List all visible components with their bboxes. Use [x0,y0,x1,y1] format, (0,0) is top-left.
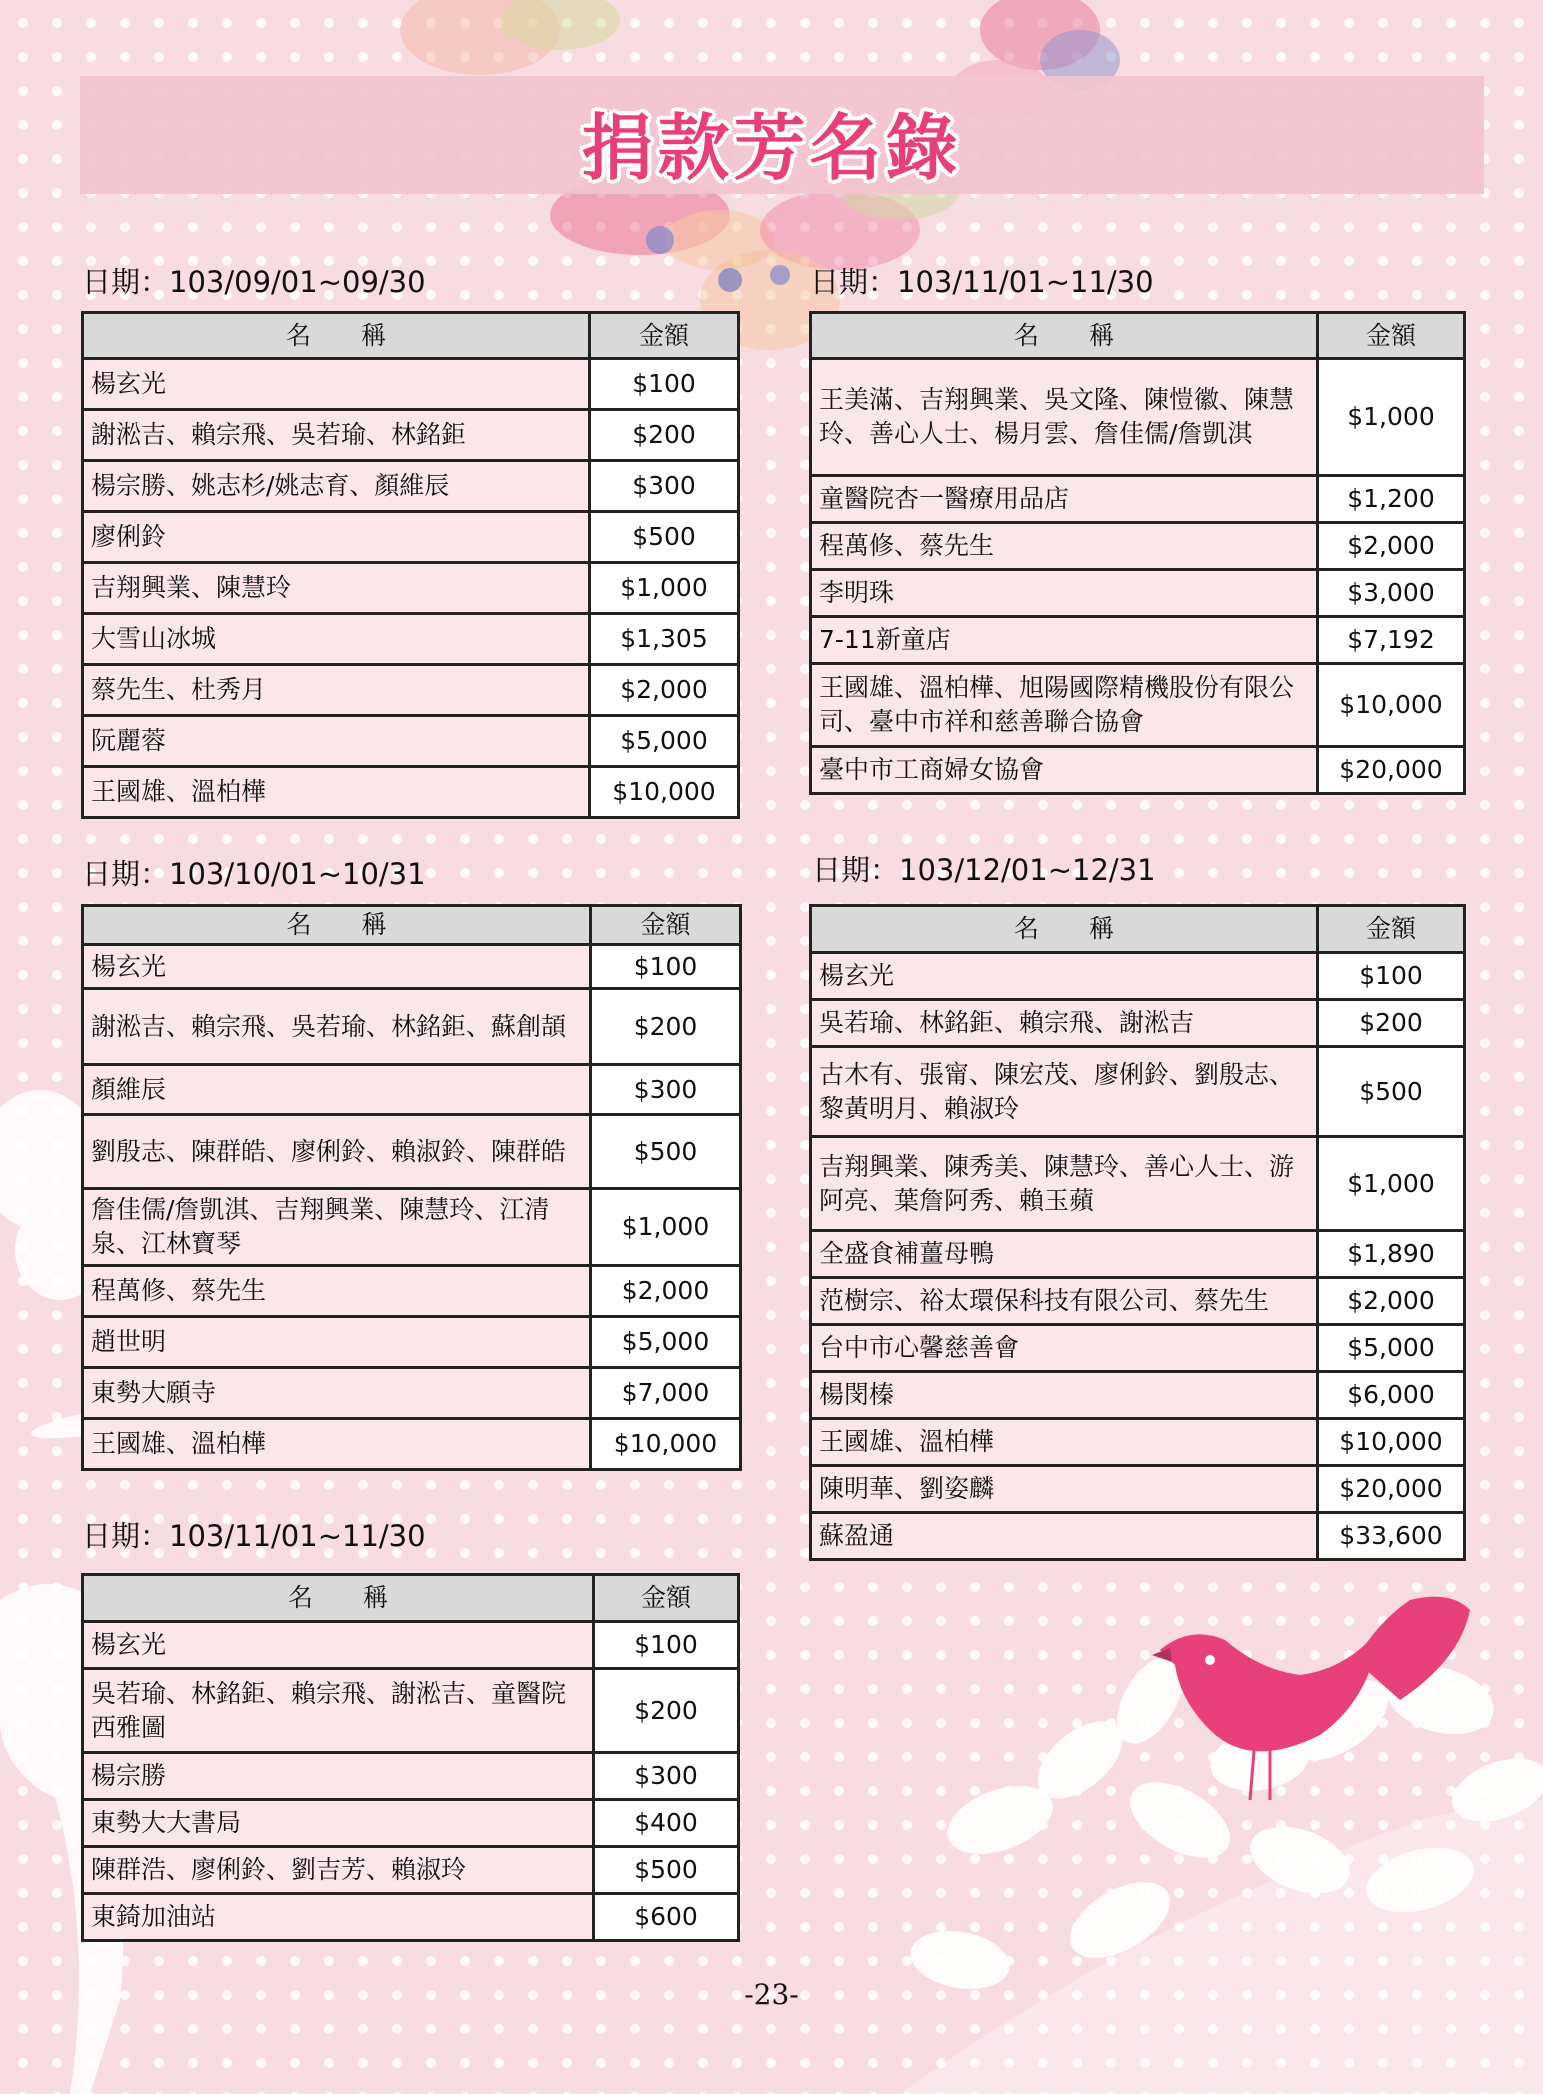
column-header-amount: 金額 [590,313,739,359]
donation-amount: $100 [1318,953,1465,1000]
table-row [83,512,739,563]
table-row [811,1513,1465,1560]
donor-name: 童醫院杏一醫療用品店 [811,476,1318,523]
table-row [83,563,739,614]
table-row [83,1368,741,1419]
donation-amount: $1,000 [590,563,739,614]
table-row [83,1065,741,1115]
donation-amount: $600 [594,1894,739,1941]
donor-name: 劉殷志、陳群皓、廖俐鈴、賴淑鈴、陳群皓 [83,1115,591,1189]
section-date-label: 日期：103/10/01~10/31 [82,857,426,891]
table-row [811,570,1465,617]
donor-name: 吳若瑜、林銘鉅、賴宗飛、謝淞吉、童醫院西雅圖 [83,1669,594,1753]
page-number: -23- [744,1978,799,2011]
donor-name: 吉翔興業、陳慧玲 [83,563,590,614]
table-row [83,1266,741,1317]
table-row [811,523,1465,570]
table-header-row [811,906,1465,953]
donor-name: 王國雄、溫柏樺 [83,1419,591,1470]
donation-amount: $300 [590,461,739,512]
donor-name: 吉翔興業、陳秀美、陳慧玲、善心人士、游阿亮、葉詹阿秀、賴玉蘋 [811,1137,1318,1231]
section-date-label: 日期：103/09/01~09/30 [82,265,426,299]
donor-name: 廖俐鈴 [83,512,590,563]
table-row [83,945,741,989]
donation-amount: $1,000 [591,1189,741,1266]
table-row [811,359,1465,476]
donation-amount: $33,600 [1318,1513,1465,1560]
table-row [811,1137,1465,1231]
column-header-name: 名 稱 [83,313,590,359]
donor-name: 古木有、張甯、陳宏茂、廖俐鈴、劉殷志、黎黃明月、賴淑玲 [811,1047,1318,1137]
table-header-row [811,313,1465,359]
donation-amount: $7,192 [1318,617,1465,664]
donor-name: 詹佳儒/詹凱淇、吉翔興業、陳慧玲、江清泉、江林寶琴 [83,1189,591,1266]
table-row [83,1669,739,1753]
section-date-label: 日期：103/11/01~11/30 [810,265,1154,299]
donor-name: 蔡先生、杜秀月 [83,665,590,716]
donor-name: 大雪山冰城 [83,614,590,665]
donation-amount: $5,000 [591,1317,741,1368]
table-row [811,664,1465,747]
table-row [83,1189,741,1266]
table-row [811,1372,1465,1419]
donor-name: 東勢大願寺 [83,1368,591,1419]
table-row [83,767,739,818]
donation-amount: $1,200 [1318,476,1465,523]
table-header-row [83,906,741,945]
donation-amount: $1,890 [1318,1231,1465,1278]
donation-table [81,904,742,1471]
donation-amount: $200 [590,410,739,461]
table-row [811,747,1465,794]
column-header-name: 名 稱 [83,1575,594,1622]
table-row [83,989,741,1065]
donation-amount: $2,000 [1318,1278,1465,1325]
donor-name: 王國雄、溫柏樺 [811,1419,1318,1466]
column-header-amount: 金額 [1318,313,1465,359]
donation-amount: $1,000 [1318,1137,1465,1231]
donation-table [809,311,1466,795]
table-row [83,1317,741,1368]
table-row [83,665,739,716]
column-header-amount: 金額 [591,906,741,945]
table-row [83,1753,739,1800]
donation-amount: $100 [594,1622,739,1669]
donor-name: 楊玄光 [83,1622,594,1669]
donation-amount: $100 [591,945,741,989]
donation-amount: $200 [591,989,741,1065]
donation-amount: $10,000 [590,767,739,818]
table-row [811,953,1465,1000]
donation-amount: $5,000 [590,716,739,767]
donor-name: 趙世明 [83,1317,591,1368]
table-row [83,716,739,767]
column-header-name: 名 稱 [811,313,1318,359]
donor-name: 王國雄、溫柏樺、旭陽國際精機股份有限公司、臺中市祥和慈善聯合協會 [811,664,1318,747]
donation-amount: $500 [591,1115,741,1189]
donation-amount: $1,000 [1318,359,1465,476]
column-header-amount: 金額 [594,1575,739,1622]
donor-name: 吳若瑜、林銘鉅、賴宗飛、謝淞吉 [811,1000,1318,1047]
donation-amount: $3,000 [1318,570,1465,617]
donation-amount: $20,000 [1318,1466,1465,1513]
donor-name: 楊玄光 [83,359,590,410]
donor-name: 陳明華、劉姿麟 [811,1466,1318,1513]
section-date-label: 日期：103/12/01~12/31 [812,853,1156,887]
donor-name: 阮麗蓉 [83,716,590,767]
donation-amount: $10,000 [591,1419,741,1470]
donor-name: 楊玄光 [811,953,1318,1000]
donor-name: 楊宗勝、姚志杉/姚志育、顏維辰 [83,461,590,512]
donation-amount: $400 [594,1800,739,1847]
donation-amount: $2,000 [591,1266,741,1317]
table-row [83,359,739,410]
donor-name: 程萬修、蔡先生 [83,1266,591,1317]
table-row [811,1231,1465,1278]
table-row [83,1622,739,1669]
donor-name: 東錡加油站 [83,1894,594,1941]
section-date-label: 日期：103/11/01~11/30 [82,1519,426,1553]
donor-name: 臺中市工商婦女協會 [811,747,1318,794]
table-row [83,1847,739,1894]
donation-table [81,311,740,819]
donor-name: 7-11新童店 [811,617,1318,664]
donation-amount: $20,000 [1318,747,1465,794]
donation-amount: $5,000 [1318,1325,1465,1372]
donation-table [81,1573,740,1942]
donor-name: 謝淞吉、賴宗飛、吳若瑜、林銘鉅 [83,410,590,461]
donation-amount: $10,000 [1318,1419,1465,1466]
donor-name: 程萬修、蔡先生 [811,523,1318,570]
table-row [811,617,1465,664]
table-row [83,1419,741,1470]
table-row [811,1466,1465,1513]
table-row [83,614,739,665]
donor-name: 楊玄光 [83,945,591,989]
column-header-amount: 金額 [1318,906,1465,953]
table-row [83,1115,741,1189]
donor-name: 台中市心馨慈善會 [811,1325,1318,1372]
donor-name: 顏維辰 [83,1065,591,1115]
donor-name: 全盛食補薑母鴨 [811,1231,1318,1278]
table-row [83,1894,739,1941]
donor-name: 蘇盈通 [811,1513,1318,1560]
column-header-name: 名 稱 [811,906,1318,953]
table-row [811,1419,1465,1466]
table-row [811,1047,1465,1137]
column-header-name: 名 稱 [83,906,591,945]
table-header-row [83,313,739,359]
table-header-row [83,1575,739,1622]
donation-amount: $500 [594,1847,739,1894]
donor-name: 陳群浩、廖俐鈴、劉吉芳、賴淑玲 [83,1847,594,1894]
donor-name: 李明珠 [811,570,1318,617]
donation-amount: $300 [594,1753,739,1800]
donation-amount: $2,000 [1318,523,1465,570]
donor-name: 東勢大大書局 [83,1800,594,1847]
table-row [83,461,739,512]
table-row [811,1325,1465,1372]
table-row [811,476,1465,523]
donation-table [809,904,1466,1561]
donor-name: 楊閔榛 [811,1372,1318,1419]
donor-name: 謝淞吉、賴宗飛、吳若瑜、林銘鉅、蘇創頡 [83,989,591,1065]
donation-amount: $200 [594,1669,739,1753]
page-title: 捐款芳名錄 [581,106,962,190]
table-row [83,1800,739,1847]
donor-name: 王國雄、溫柏樺 [83,767,590,818]
donation-amount: $6,000 [1318,1372,1465,1419]
table-row [811,1000,1465,1047]
donation-amount: $500 [590,512,739,563]
donation-amount: $300 [591,1065,741,1115]
donation-amount: $10,000 [1318,664,1465,747]
donor-name: 楊宗勝 [83,1753,594,1800]
donation-amount: $7,000 [591,1368,741,1419]
donation-amount: $500 [1318,1047,1465,1137]
donor-name: 范樹宗、裕太環保科技有限公司、蔡先生 [811,1278,1318,1325]
donation-amount: $1,305 [590,614,739,665]
donation-amount: $200 [1318,1000,1465,1047]
donation-amount: $100 [590,359,739,410]
donation-amount: $2,000 [590,665,739,716]
donor-name: 王美滿、吉翔興業、吳文隆、陳愷徽、陳慧玲、善心人士、楊月雲、詹佳儒/詹凱淇 [811,359,1318,476]
table-row [83,410,739,461]
table-row [811,1278,1465,1325]
